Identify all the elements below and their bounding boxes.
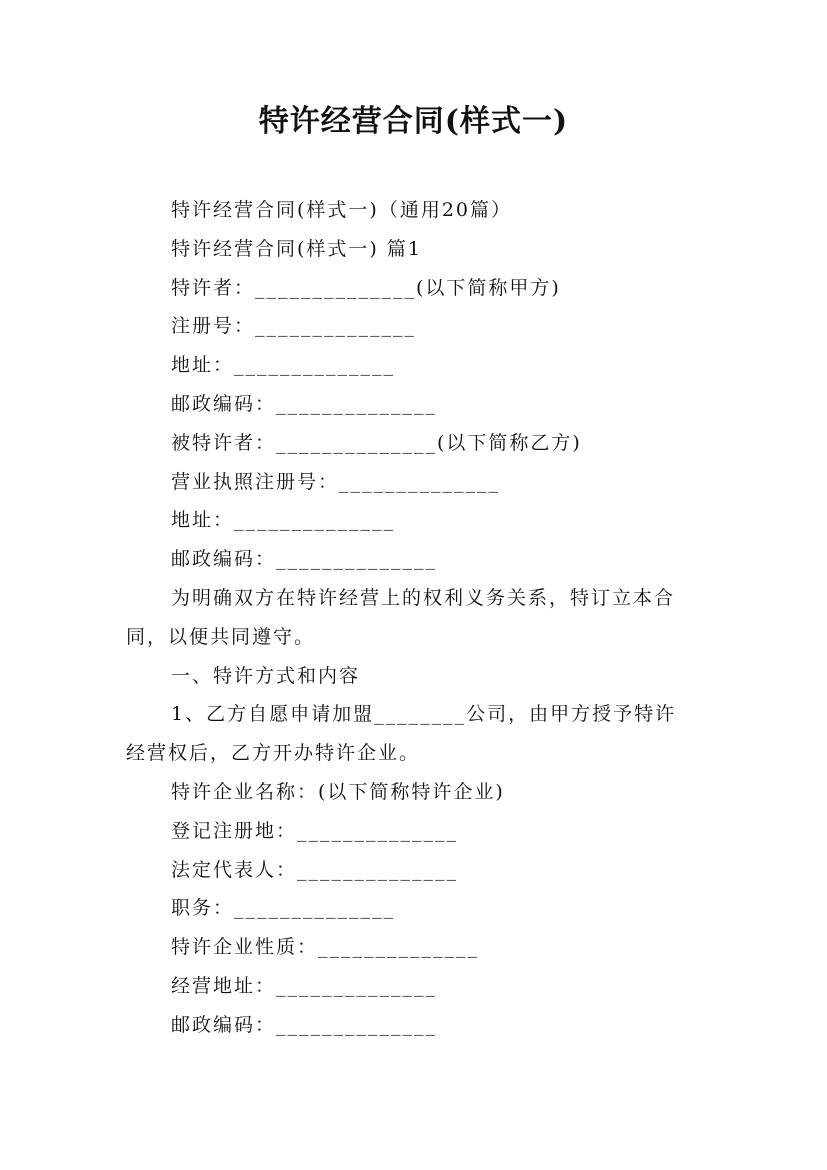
document-line: 经营权后，乙方开办特许企业。 bbox=[126, 742, 421, 765]
document-line: 地址：______________ bbox=[171, 509, 396, 532]
document-title: 特许经营合同(样式一) bbox=[258, 104, 569, 139]
document-line: 邮政编码：______________ bbox=[171, 392, 438, 415]
document-line: 职务：______________ bbox=[171, 897, 396, 920]
document-line: 经营地址：______________ bbox=[171, 974, 438, 997]
document-line: 特许企业性质：______________ bbox=[171, 936, 480, 959]
document-line: 1、乙方自愿申请加盟________公司，由甲方授予特许 bbox=[171, 703, 677, 726]
document-line: 营业执照注册号：______________ bbox=[171, 470, 501, 493]
document-line: 被特许者：______________(以下简称乙方) bbox=[171, 431, 582, 454]
document-line: 邮政编码：______________ bbox=[171, 1013, 438, 1036]
document-line: 邮政编码：______________ bbox=[171, 548, 438, 571]
document-line: 一、特许方式和内容 bbox=[171, 664, 361, 687]
document-line: 特许经营合同(样式一)（通用20篇） bbox=[171, 199, 513, 221]
document-line: 登记注册地：______________ bbox=[171, 819, 459, 842]
document-line: 注册号：______________ bbox=[171, 315, 417, 338]
document-line: 法定代表人：______________ bbox=[171, 858, 459, 881]
document-line: 为明确双方在特许经营上的权利义务关系，特订立本合 bbox=[171, 586, 676, 609]
document-body bbox=[126, 191, 704, 1045]
document-line: 特许经营合同(样式一) 篇1 bbox=[171, 237, 422, 260]
document-line: 同，以便共同遵守。 bbox=[126, 625, 316, 648]
document-line: 特许企业名称：(以下简称特许企业) bbox=[171, 780, 505, 803]
document-line: 地址：______________ bbox=[171, 354, 396, 377]
document-line: 特许者：______________(以下简称甲方) bbox=[171, 276, 561, 299]
